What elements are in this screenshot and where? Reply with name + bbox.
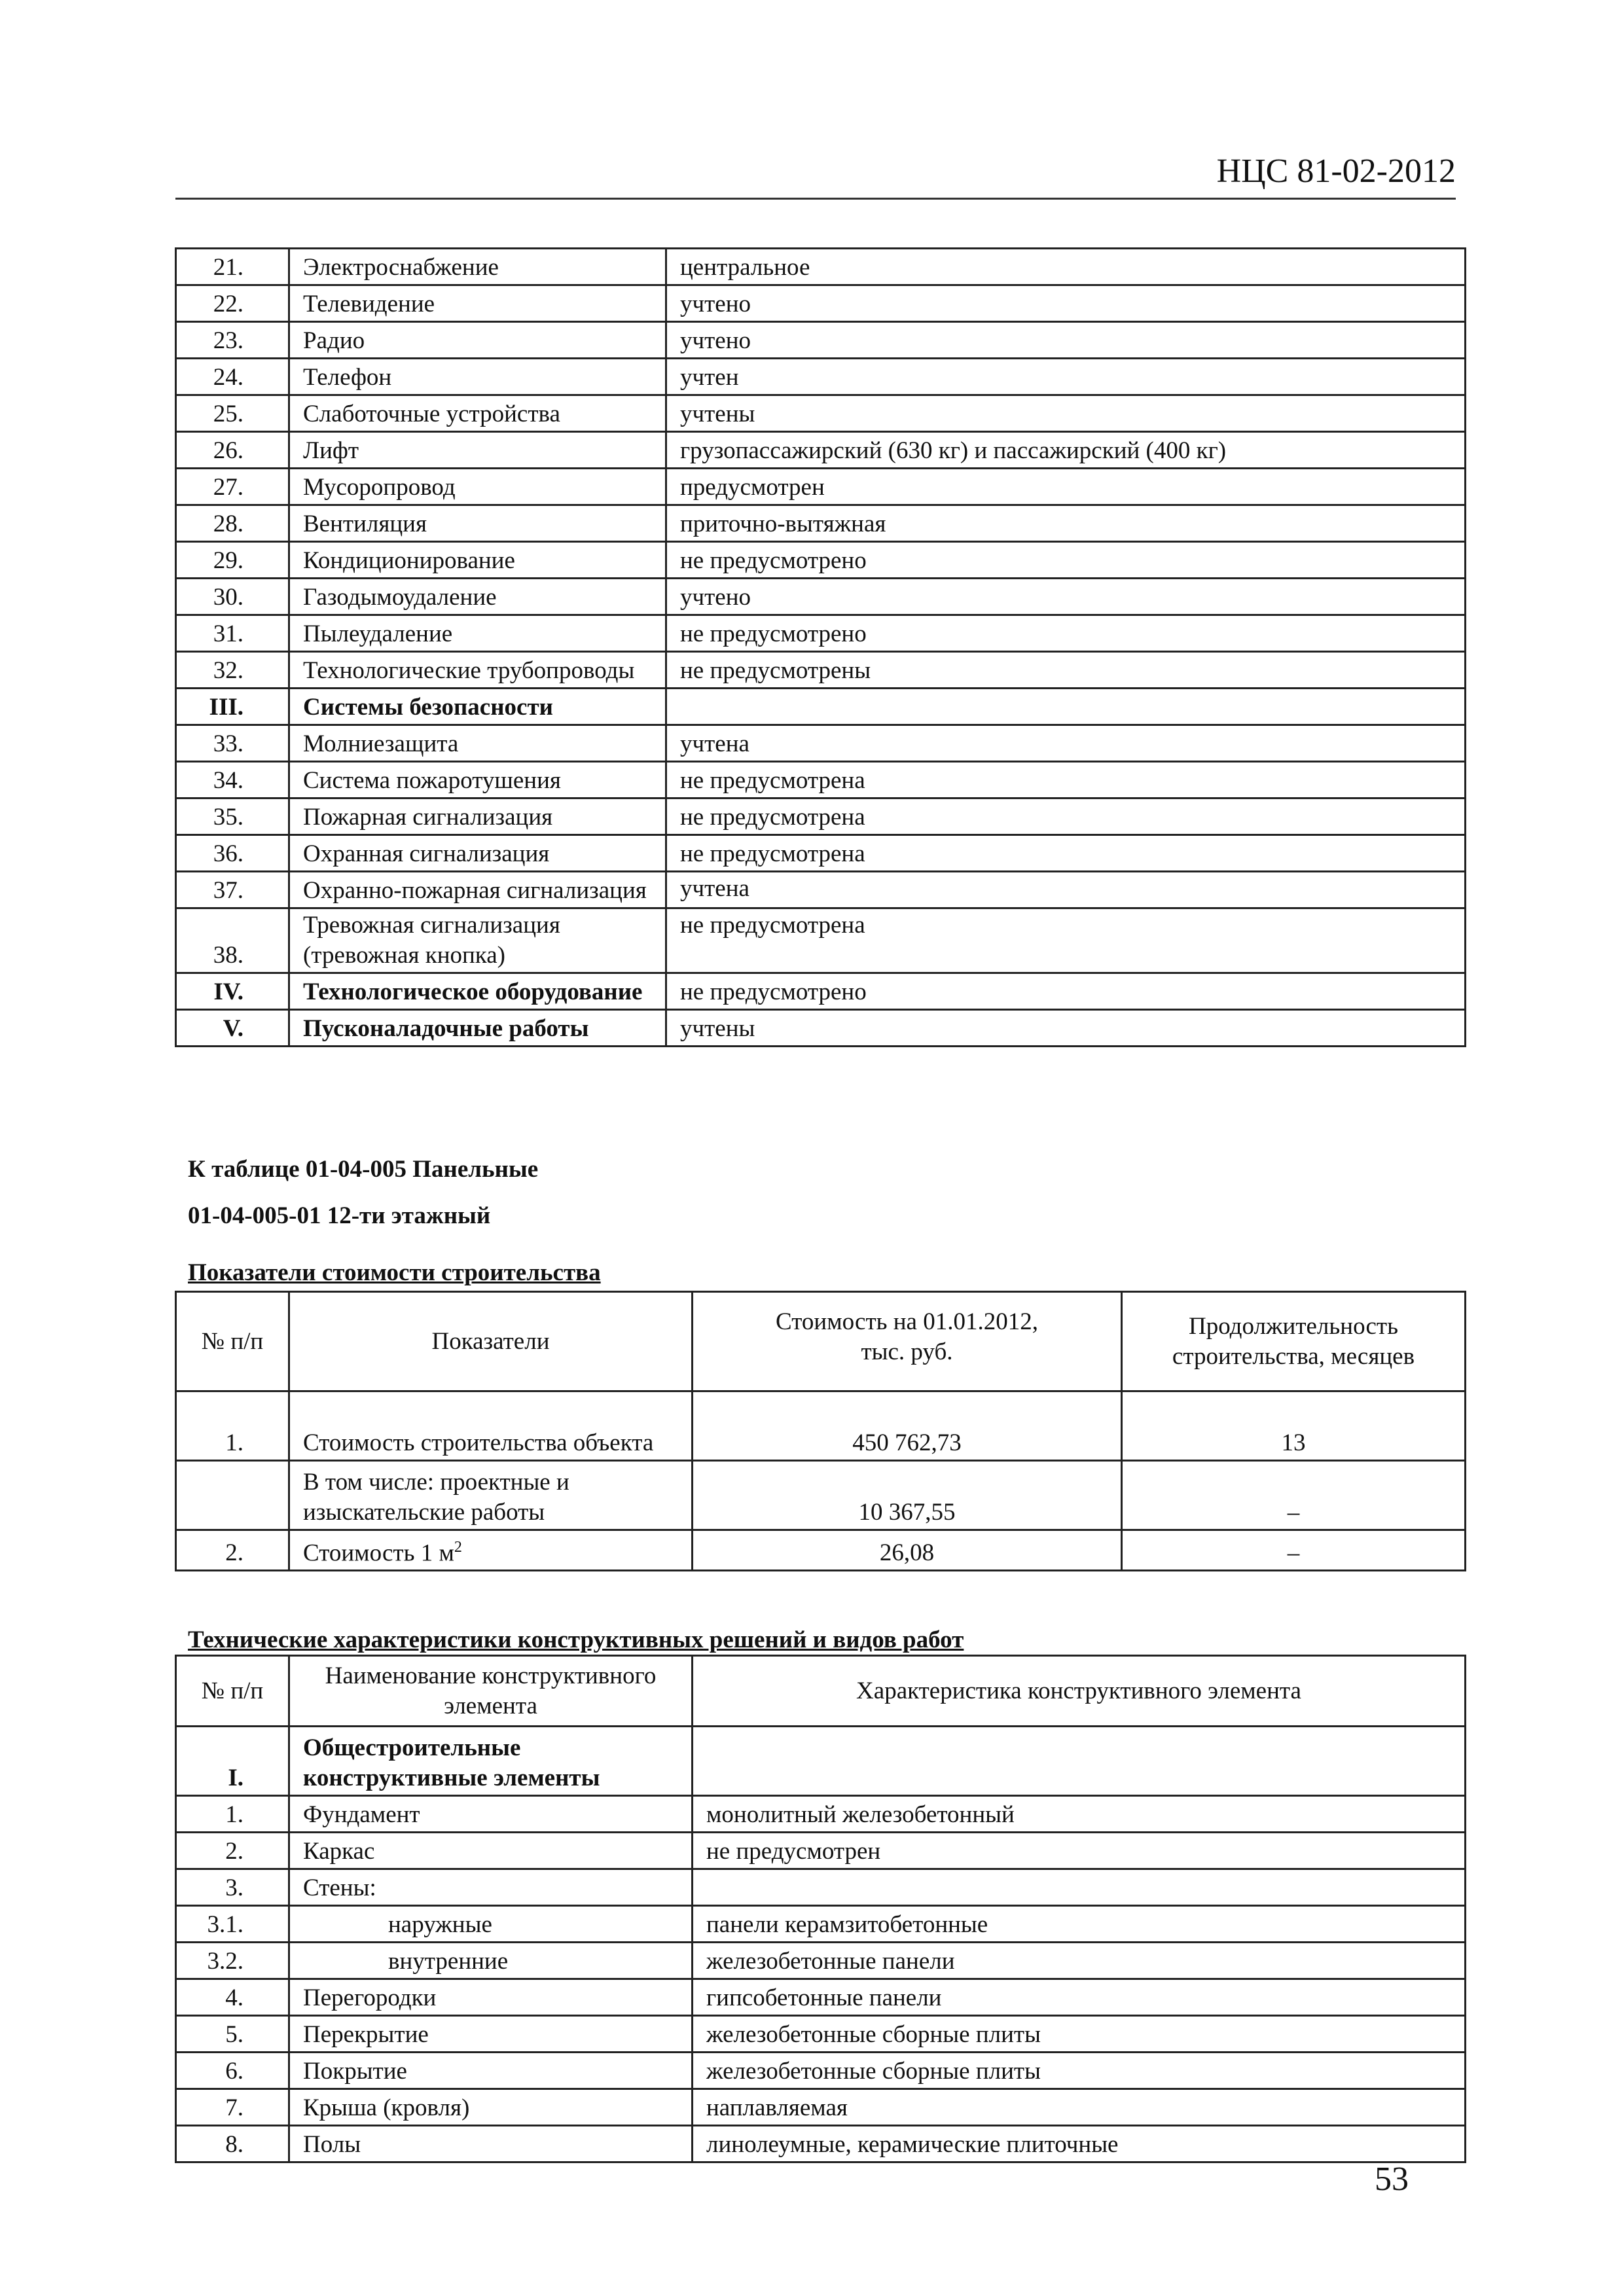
tech-characteristics-table [175,1655,1466,2163]
table-row: 2. Стоимость 1 $м^2$ 26,08 – [176,1530,1466,1571]
table-row: 3. Стены: [176,1869,1466,1906]
table-row: 1. Стоимость строительства объекта 450 762,73 13 [176,1391,1466,1461]
table-row: 7. Крыша (кровля) наплавляемая [176,2089,1466,2126]
table-row: 1. Фундамент монолитный железобетонный [176,1796,1466,1833]
table-header-row [176,1656,1466,1727]
column-header-duration: Продолжительность строительства, месяцев [1122,1292,1466,1391]
table-row: 4. Перегородки гипсобетонные панели [176,1979,1466,2016]
building-subtitle: 01-04-005-01 12-ти этажный [188,1202,491,1229]
page-header [175,152,1456,200]
engineering-systems-table [175,247,1466,1047]
table-row: 23. Радио учтено [176,322,1466,359]
table-row: 6. Покрытие железобетонные сборные плиты [176,2053,1466,2089]
table-row: 2. Каркас не предусмотрен [176,1833,1466,1869]
section-row: I. Общестроительные конструктивные элементы [176,1727,1466,1796]
table-row: В том числе: проектные и изыскательские работы 10 367,55 – [176,1461,1466,1530]
table-row: 30. Газодымоудаление учтено [176,579,1466,615]
cost-indicators-table [175,1291,1466,1571]
table-row: 28. Вентиляция приточно-вытяжная [176,505,1466,542]
table-row: 36. Охранная сигнализация не предусмотрена [176,835,1466,872]
column-header-num: № п/п [176,1292,289,1391]
table-row: 5. Перекрытие железобетонные сборные плиты [176,2016,1466,2053]
section-row: IV. Технологическое оборудование не предусмотрено [176,973,1466,1010]
table-row: 21. Электроснабжение центральное [176,249,1466,285]
table-row: 3.1. наружные панели керамзитобетонные [176,1906,1466,1943]
tech-characteristics-heading: Технические характеристики конструктивных решений и видов работ [188,1626,964,1653]
table-row: 22. Телевидение учтено [176,285,1466,322]
table-row: 34. Система пожаротушения не предусмотрена [176,762,1466,798]
table-row: 8. Полы линолеумные, керамические плиточные [176,2126,1466,2162]
document-code: НЦС 81-02-2012 [1216,152,1456,190]
cost-indicators-heading: Показатели стоимости строительства [188,1259,601,1286]
table-row: 26. Лифт грузопассажирский (630 кг) и пассажирский (400 кг) [176,432,1466,469]
table-row: 27. Мусоропровод предусмотрен [176,469,1466,505]
table-header-row [176,1292,1466,1391]
table-row: 38. Тревожная сигнализация (тревожная кнопка) не предусмотрена [176,908,1466,973]
table-row: 24. Телефон учтен [176,359,1466,395]
table-row: 3.2. внутренние железобетонные панели [176,1943,1466,1979]
page-number: 53 [1375,2161,1409,2198]
table-row: 29. Кондиционирование не предусмотрено [176,542,1466,579]
table-row: 33. Молниезащита учтена [176,725,1466,762]
column-header-element: Наименование конструктивного элемента [289,1656,693,1727]
table-row: 25. Слаботочные устройства учтены [176,395,1466,432]
table-reference-title: К таблице 01-04-005 Панельные [188,1156,539,1183]
column-header-characteristic: Характеристика конструктивного элемента [693,1656,1466,1727]
column-header-indicator: Показатели [289,1292,693,1391]
table-row: 35. Пожарная сигнализация не предусмотрена [176,798,1466,835]
section-row: III. Системы безопасности [176,689,1466,725]
section-row: V. Пусконаладочные работы учтены [176,1010,1466,1047]
column-header-cost: Стоимость на 01.01.2012, тыс. руб. [693,1292,1122,1391]
table-row: 37. Охранно-пожарная сигнализация учтена [176,872,1466,908]
table-row: 31. Пылеудаление не предусмотрено [176,615,1466,652]
table-row: 32. Технологические трубопроводы не предусмотрены [176,652,1466,689]
column-header-num: № п/п [176,1656,289,1727]
